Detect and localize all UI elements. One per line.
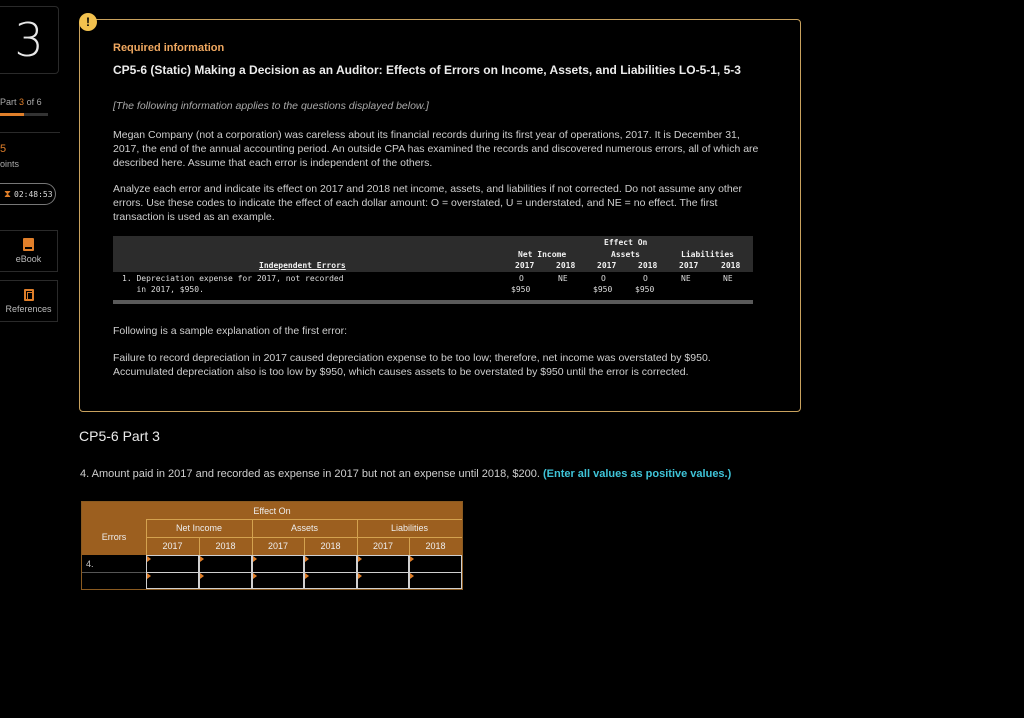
answer-grid bbox=[81, 501, 463, 590]
ni-2017-code-input[interactable] bbox=[146, 555, 199, 573]
example-as-2017: 2017 bbox=[597, 261, 617, 270]
sample-explanation: Failure to record depreciation in 2017 caused depreciation expense to be too low; therefore, net income was overstated by $950. Accumulated depreciation also is too low by $950, which causes assets to be overstated by $950 until the error is corrected. bbox=[113, 352, 711, 378]
example-row-line1: 1. Depreciation expense for 2017, not recorded bbox=[122, 274, 344, 283]
example-as2018-code: O bbox=[643, 274, 648, 283]
alert-icon: ! bbox=[79, 13, 97, 31]
grid-li-2018: 2018 bbox=[409, 537, 462, 555]
points-value: 5 bbox=[0, 143, 7, 155]
part-label: Part bbox=[0, 97, 17, 107]
example-ni-2018: 2018 bbox=[556, 261, 576, 270]
assets-2017-code-input[interactable] bbox=[252, 555, 304, 573]
required-heading: Required information bbox=[113, 42, 225, 54]
example-ni2017-code: O bbox=[519, 274, 524, 283]
question-number[interactable]: 3 bbox=[0, 6, 59, 74]
grid-as-2018: 2018 bbox=[304, 537, 357, 555]
example-ni-2017: 2017 bbox=[515, 261, 535, 270]
book-icon bbox=[23, 238, 34, 251]
grid-liabilities-header: Liabilities bbox=[357, 519, 462, 537]
liabilities-2017-code-input[interactable] bbox=[357, 555, 409, 573]
timer-value: 02:48:53 bbox=[14, 189, 53, 199]
part-title: CP5-6 Part 3 bbox=[79, 428, 160, 444]
example-effect-on: Effect On bbox=[604, 238, 648, 247]
references-button[interactable] bbox=[0, 280, 58, 322]
part-indicator bbox=[0, 97, 42, 107]
example-li2017-value: NE bbox=[681, 274, 691, 283]
example-as2018-amount: $950 bbox=[635, 285, 655, 294]
grid-ni-2017: 2017 bbox=[146, 537, 199, 555]
example-row-line2: in 2017, $950. bbox=[122, 285, 204, 294]
example-li-2017: 2017 bbox=[679, 261, 699, 270]
example-ni2018-value: NE bbox=[558, 274, 568, 283]
example-net-income: Net Income bbox=[518, 250, 567, 259]
assets-2017-amount-input[interactable] bbox=[252, 572, 304, 589]
example-as2017-code: O bbox=[601, 274, 606, 283]
divider bbox=[0, 132, 60, 133]
instructions-paragraph: Analyze each error and indicate its effect on 2017 and 2018 net income, assets, and liabilities if not corrected. Do not assume any other errors. Use these codes to indicate the effect of each dollar amount: O = overstated, U = understated, and NE = no effect. The first transaction is used as an example. bbox=[113, 183, 743, 223]
problem-title: CP5-6 (Static) Making a Decision as an Auditor: Effects of Errors on Income, Assets, and Liabilities LO-5-1, 5-3 bbox=[113, 63, 741, 77]
grid-errors-header: Errors bbox=[82, 519, 146, 555]
sample-explanation-heading: Following is a sample explanation of the first error: bbox=[113, 325, 348, 337]
example-table-footer bbox=[113, 300, 753, 304]
ni-2018-amount-input[interactable] bbox=[199, 572, 252, 589]
ebook-label: eBook bbox=[15, 254, 42, 264]
grid-net-income-header: Net Income bbox=[146, 519, 252, 537]
part-current: 3 bbox=[19, 97, 25, 107]
grid-as-2017: 2017 bbox=[252, 537, 304, 555]
grid-row-label: 4. bbox=[86, 559, 94, 569]
example-li2018-value: NE bbox=[723, 274, 733, 283]
required-information-panel bbox=[79, 19, 801, 412]
applies-note: [The following information applies to the questions displayed below.] bbox=[113, 100, 429, 112]
liabilities-2018-code-input[interactable] bbox=[409, 555, 462, 573]
references-icon bbox=[24, 289, 34, 301]
liabilities-2018-amount-input[interactable] bbox=[409, 572, 462, 589]
ni-2017-amount-input[interactable] bbox=[146, 572, 199, 589]
example-ni2017-amount: $950 bbox=[511, 285, 531, 294]
grid-effect-on: Effect On bbox=[82, 502, 462, 519]
grid-ni-2018: 2018 bbox=[199, 537, 252, 555]
hourglass-icon: ⧗ bbox=[4, 188, 12, 200]
ebook-button[interactable] bbox=[0, 230, 58, 272]
example-liabilities: Liabilities bbox=[681, 250, 734, 259]
liabilities-2017-amount-input[interactable] bbox=[357, 572, 409, 589]
points-label: oints bbox=[0, 159, 20, 169]
ni-2018-code-input[interactable] bbox=[199, 555, 252, 573]
example-table bbox=[113, 236, 753, 308]
assets-2018-code-input[interactable] bbox=[304, 555, 357, 573]
grid-assets-header: Assets bbox=[252, 519, 357, 537]
timer[interactable] bbox=[0, 183, 56, 205]
question-text bbox=[80, 468, 731, 480]
example-as-2018: 2018 bbox=[638, 261, 658, 270]
example-as2017-amount: $950 bbox=[593, 285, 613, 294]
question-body: 4. Amount paid in 2017 and recorded as expense in 2017 but not an expense until 2018, $200. bbox=[80, 468, 540, 480]
example-assets: Assets bbox=[611, 250, 640, 259]
grid-li-2017: 2017 bbox=[357, 537, 409, 555]
example-li-2018: 2018 bbox=[721, 261, 741, 270]
question-instruction: (Enter all values as positive values.) bbox=[542, 468, 732, 480]
example-independent-errors: Independent Errors bbox=[259, 261, 346, 270]
scenario-paragraph: Megan Company (not a corporation) was careless about its financial records during its first year of operations, 2017. It is December 31, 2017, the end of the annual accounting period. An outside CPA has examined the records and discovered numerous errors, all of which are described here. Assume that each error is independent of the others. bbox=[113, 129, 759, 169]
part-progress-bar bbox=[0, 113, 48, 116]
assets-2018-amount-input[interactable] bbox=[304, 572, 357, 589]
part-of: of 6 bbox=[26, 97, 42, 107]
references-label: References bbox=[5, 303, 52, 314]
